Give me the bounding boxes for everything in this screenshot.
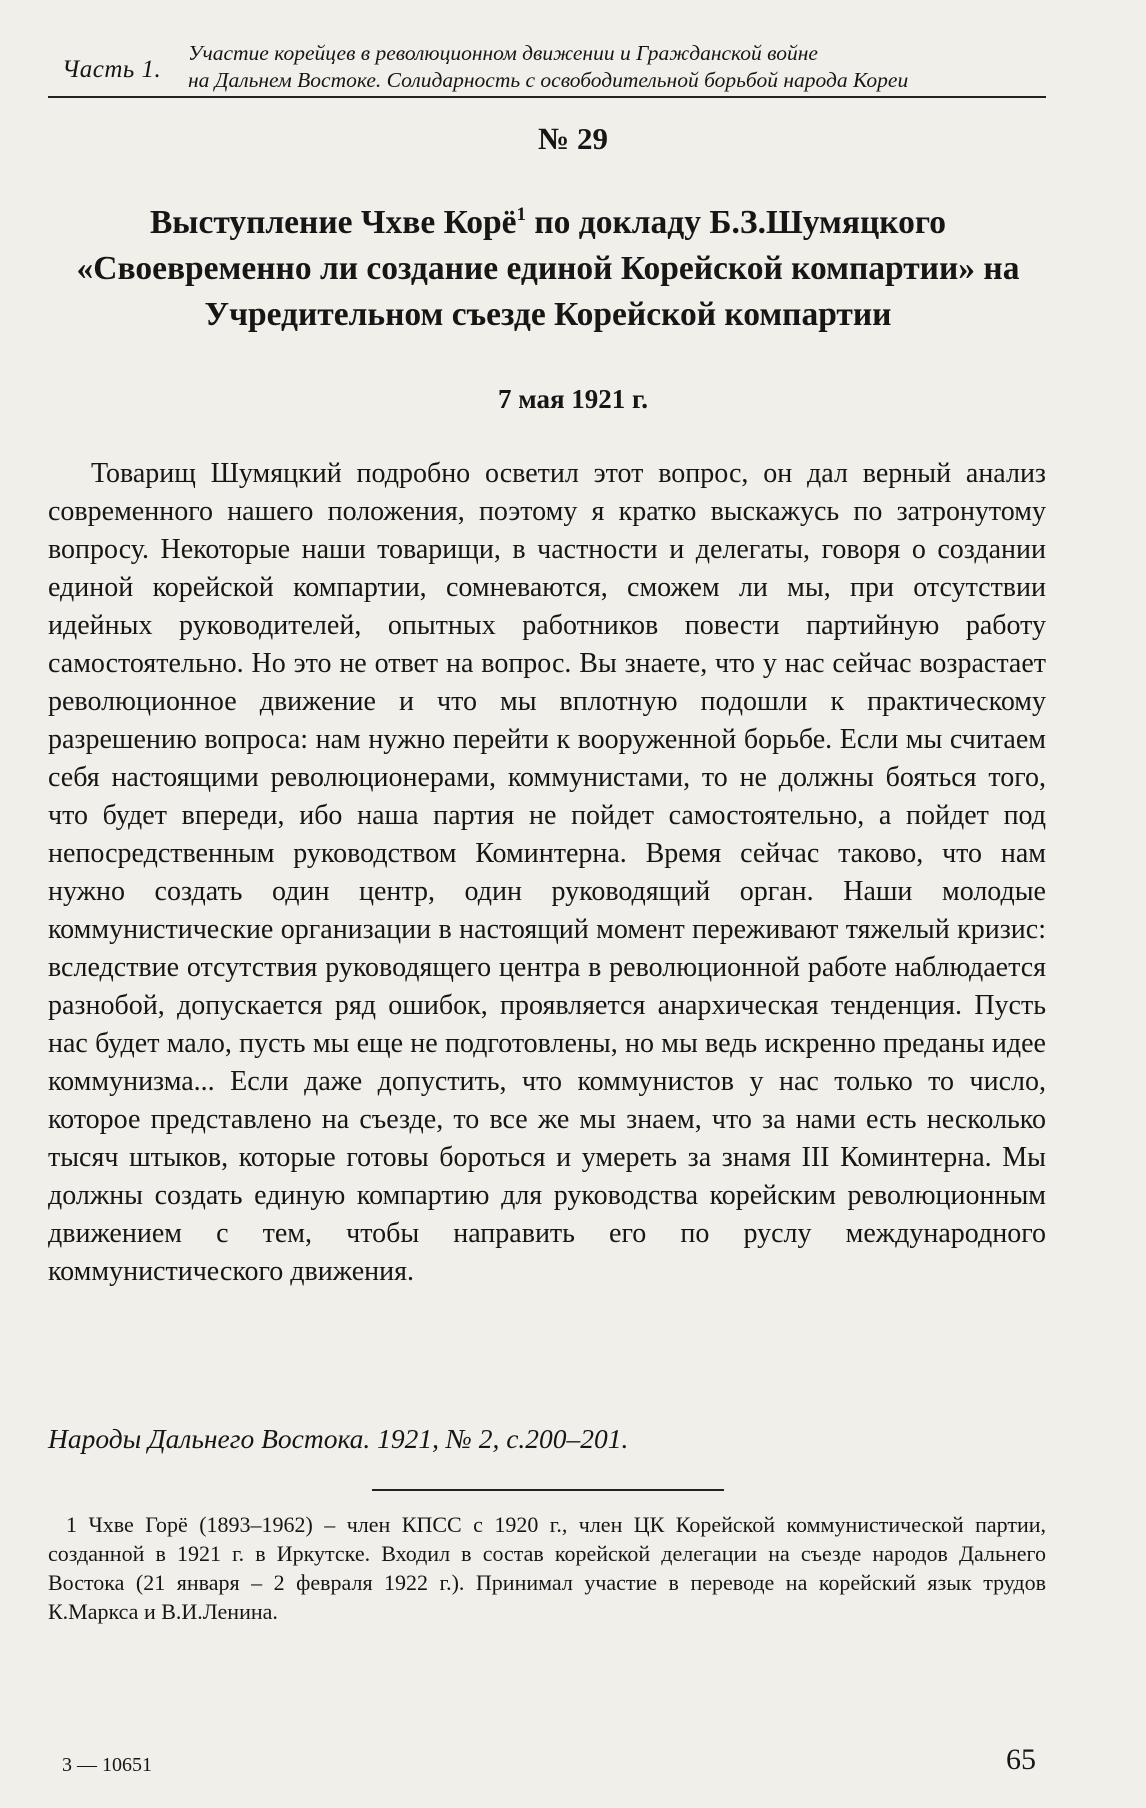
document-title-part-1: Выступление Чхве Корё [149,204,517,241]
document-date: 7 мая 1921 г. [497,384,649,414]
part-label: Часть 1. [62,56,162,83]
part-title-line-2: на Дальнем Востоке. Солидарность с освободительной борьбой народа Кореи [188,68,909,92]
footnote-mark: 1 [516,204,526,225]
footnote: 1 Чхве Горё (1893–1962) – член КПСС с 1920 г., член ЦК Корейской коммунистической партии, созданной в 1921 г. в Иркутске. Входил в состав корейской делегации на съезде народов Дальнего Востока (21 января – 2 февраля 1922 г.). Принимал участие в переводе на корейский язык трудов К.Маркса и В.И.Ленина. [48,1512,1046,1624]
document-title [48,200,1048,338]
source-citation: Народы Дальнего Востока. 1921, № 2, с.200–201. [48,1423,629,1454]
speech-text: Товарищ Шумяцкий подробно осветил этот вопрос, он дал верный анализ современного нашего положения, поэтому я кратко выскажусь по затронутому вопросу. Некоторые наши товарищи, в частности и делегаты, говоря о создании единой корейской компартии, сомневаются, сможем ли мы, при отсутствии идейных руководителей, опытных работников повести партийную работу самостоятельно. Но это не ответ на вопрос. Вы знаете, что у нас сейчас возрастает революционное движение и что мы вплотную подошли к практическому разрешению вопроса: нам нужно перейти к вооруженной борьбе. Если мы считаем себя настоящими революционерами, коммунистами, то не должны бояться того, что будет впереди, ибо наша партия не пойдет самостоятельно, а пойдет под непосредственным руководством Коминтерна. Время сейчас таково, что нам нужно создать один центр, один руководящий орган. Наши молодые коммунистические организации в настоящий момент переживают тяжелый кризис: вследствие отсутствия руководящего центра в революционной работе наблюдается разнобой, допускается ряд ошибок, проявляется анархическая тенденция. Пусть нас будет мало, пусть мы еще не подготовлены, но мы ведь искренно преданы идее коммунизма... Если даже допустить, что коммунистов у нас только то число, которое представлено на съезде, то все же мы знаем, что за нами есть несколько тысяч штыков, которые готовы бороться и умереть за знамя III Коминтерна. Мы должны создать единую компартию для руководства корейским революционным движением с тем, чтобы направить его по руслу международного коммунистического движения. [48,458,1046,1287]
footnote-rule [372,1489,724,1491]
part-title-line-1: Участие корейцев в революционном движении и Гражданской войне [188,41,818,65]
sheet-code: 3 — 10651 [62,1754,152,1776]
part-title [188,40,908,94]
document-title-part-2: по докладу Б.З.Шумяцкого «Своевременно ли создание единой Корейской компартии» на Учредительном съезде Корейской компартии [76,204,1020,333]
header-rule [48,96,1046,98]
document-number: № 29 [538,121,608,156]
page-number: 65 [1006,1743,1036,1776]
